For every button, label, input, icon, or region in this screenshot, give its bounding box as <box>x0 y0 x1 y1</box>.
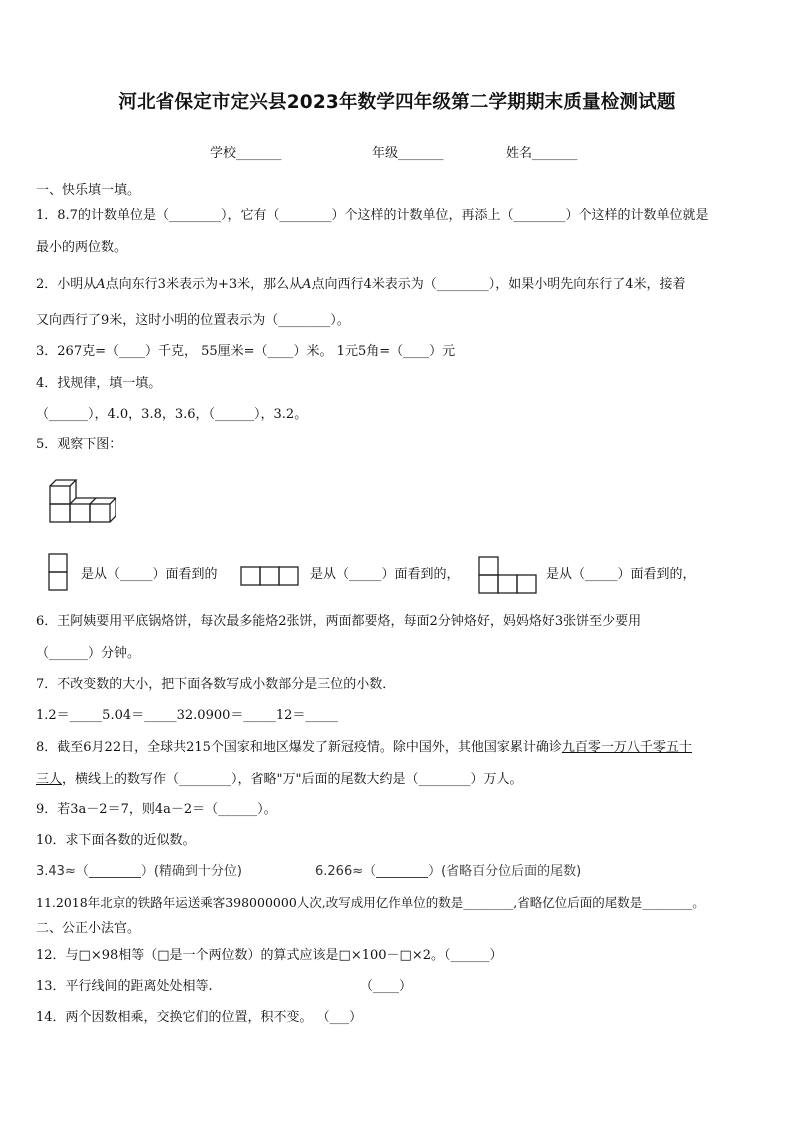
question-4-line-1: 4．找规律，填一填。 <box>36 376 162 391</box>
question-4-line-2: （______），4.0，3.8，3.6，（______），3.2。 <box>36 407 308 422</box>
q8-text-2: ，横线上的数写作（________），省略"万"后面的尾数大约是（________）万人。 <box>62 772 523 787</box>
view-2-caption: 是从（_____）面看到的， <box>310 567 460 582</box>
question-8-line-2 <box>36 772 522 788</box>
q2-point-a-2: A <box>302 277 312 292</box>
question-3: 3．267克=（____）千克， 55厘米=（____）米。 1元5角=（____）元 <box>36 344 456 359</box>
question-10: 10．求下面各数的近似数。 <box>36 833 196 848</box>
name-field[interactable]: 姓名_______ <box>506 146 578 161</box>
question-6-line-1: 6．王阿姨要用平底锅烙饼，每次最多能烙2张饼，两面都要烙，每面2分钟烙好，妈妈烙好3张饼至少要用 <box>36 614 642 629</box>
q8-underlined-1: 九百零一万八千零五十 <box>561 740 692 755</box>
view-shape-1 <box>47 552 69 594</box>
page-title: 河北省保定市定兴县2023年数学四年级第二学期期末质量检测试题 <box>118 92 676 113</box>
view-shape-3 <box>477 555 539 597</box>
question-2-line-1 <box>36 277 686 293</box>
question-7-line-2: 1.2＝_____5.04＝_____32.0900＝_____12＝_____ <box>36 708 338 723</box>
grade-field[interactable]: 年级_______ <box>372 146 444 161</box>
question-5: 5．观察下图： <box>36 437 123 452</box>
q2-point-a-1: A <box>96 277 106 292</box>
view-3-caption: 是从（_____）面看到的， <box>546 567 696 582</box>
school-field[interactable]: 学校_______ <box>210 146 282 161</box>
q2-text-3: 点向西行4米表示为（________），如果小明先向东行了4米，接着 <box>311 277 686 292</box>
question-6-line-2: （______）分钟。 <box>36 646 141 661</box>
section-heading-judge: 二、公正小法官。 <box>36 921 141 936</box>
question-14: 14．两个因数相乘，交换它们的位置，积不变。 （___） <box>36 1010 363 1025</box>
question-2-line-2: 又向西行了9米，这时小明的位置表示为（________）。 <box>36 313 350 328</box>
question-12: 12．与□×98相等（□是一个两位数）的算式应该是□×100－□×2。（______） <box>36 948 503 963</box>
q2-text-2: 点向东行3米表示为+3米，那么从 <box>105 277 303 292</box>
question-10-a: 3.43≈（________）(精确到十分位) <box>36 864 242 879</box>
question-7-line-1: 7．不改变数的大小，把下面各数写成小数部分是三位的小数． <box>36 677 396 692</box>
question-13: 13．平行线间的距离处处相等. <box>36 979 213 994</box>
question-11: 11.2018年北京的铁路年运送乘客398000000人次,改写成用亿作单位的数是________,省略亿位后面的尾数是________。 <box>36 895 705 910</box>
section-heading-fill: 一、快乐填一填。 <box>36 183 141 198</box>
question-1-line-1: 1．8.7的计数单位是（________），它有（________）个这样的计数单位，再添上（________）个这样的计数单位就是 <box>36 208 709 223</box>
q8-text-1: 8．截至6月22日，全球共215个国家和地区爆发了新冠疫情。除中国外，其他国家累计确诊 <box>36 740 562 755</box>
cube-stack-figure <box>44 472 116 526</box>
question-1-line-2: 最小的两位数。 <box>36 240 128 255</box>
question-8-line-1 <box>36 740 692 756</box>
question-13-blank: （____） <box>360 979 413 994</box>
question-9: 9．若3a－2＝7，则4a－2＝（______）。 <box>36 802 277 817</box>
q2-text-1: 2．小明从 <box>36 277 97 292</box>
view-1-caption: 是从（_____）面看到的 <box>81 567 218 582</box>
question-10-b: 6.266≈（________）(省略百分位后面的尾数) <box>315 864 582 879</box>
view-shape-2 <box>239 565 301 587</box>
q8-underlined-2: 三人 <box>36 772 63 787</box>
